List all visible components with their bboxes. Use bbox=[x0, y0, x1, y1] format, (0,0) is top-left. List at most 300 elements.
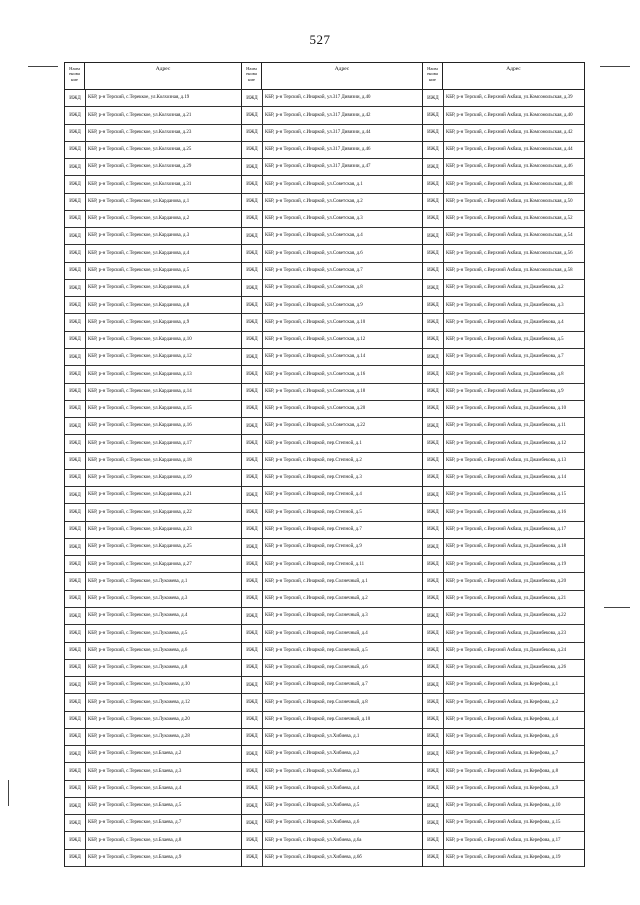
table-row bbox=[242, 729, 422, 746]
table-row bbox=[423, 832, 584, 849]
cell-type: ИЖД bbox=[423, 660, 444, 676]
cell-type: ИЖД bbox=[423, 142, 444, 158]
cell-type: ИЖД bbox=[423, 712, 444, 728]
cell-type: ИЖД bbox=[423, 332, 444, 348]
cell-address: КБР, р-н Терский, с.Терекское, ул.Карданова, д.3 bbox=[88, 233, 190, 239]
cell-address: КБР, р-н Терский, с.Верхний Акбаш, ул.Комсомольская, д.39 bbox=[445, 95, 573, 101]
table-row bbox=[65, 159, 241, 176]
cell-address: КБР, р-н Терский, с.Верхний Акбаш, ул.Джамбекова, д.23 bbox=[445, 630, 567, 636]
cell-type: ИЖД bbox=[242, 418, 263, 434]
table-row bbox=[242, 660, 422, 677]
table-row bbox=[242, 418, 422, 435]
cell-address: КБР, р-н Терский, с.Терекское, ул.Колхозная, д.25 bbox=[88, 147, 192, 153]
table-row bbox=[423, 677, 584, 694]
table-row bbox=[65, 763, 241, 780]
table-row bbox=[65, 504, 241, 521]
cell-address: КБР, р-н Терский, с.Верхний Акбаш, ул.Керефова, д.10 bbox=[445, 803, 561, 809]
cell-type: ИЖД bbox=[423, 504, 444, 520]
cell-type: ИЖД bbox=[423, 418, 444, 434]
cell-type: ИЖД bbox=[242, 781, 263, 797]
cell-address: КБР, р-н Терский, с.Терекское, ул.Лукожева, д.10 bbox=[88, 682, 190, 688]
cell-address: КБР, р-н Терский, с.Инаркой, пер.Солнечный, д.3 bbox=[264, 613, 368, 619]
table-row bbox=[65, 798, 241, 815]
cell-type: ИЖД bbox=[65, 522, 86, 538]
cell-address: КБР, р-н Терский, с.Терекское, ул.Лукожева, д.1 bbox=[88, 578, 188, 584]
cell-type: ИЖД bbox=[242, 314, 263, 330]
cell-type: ИЖД bbox=[242, 850, 263, 866]
table-row bbox=[65, 470, 241, 487]
table-header bbox=[423, 62, 584, 90]
cell-type: ИЖД bbox=[423, 643, 444, 659]
cell-address: КБР, р-н Терский, с.Верхний Акбаш, ул.Керефова, д.1 bbox=[445, 682, 559, 688]
cell-type: ИЖД bbox=[423, 608, 444, 624]
cell-type: ИЖД bbox=[65, 591, 86, 607]
cell-address: КБР, р-н Терский, с.Верхний Акбаш, ул.Комсомольская, д.40 bbox=[445, 112, 573, 118]
cell-type: ИЖД bbox=[423, 850, 444, 866]
scan-margin-mark bbox=[8, 780, 9, 806]
table-row bbox=[65, 125, 241, 142]
cell-type: ИЖД bbox=[65, 418, 86, 434]
cell-address: КБР, р-н Терский, с.Верхний Акбаш, ул.Джамбекова, д.13 bbox=[445, 457, 567, 463]
cell-address: КБР, р-н Терский, с.Терекское, ул.Карданова, д.6 bbox=[88, 285, 190, 291]
table-row bbox=[423, 211, 584, 228]
cell-type: ИЖД bbox=[242, 280, 263, 296]
table-row bbox=[242, 453, 422, 470]
cell-address: КБР, р-н Терский, с.Терекское, ул.Карданова, д.15 bbox=[88, 406, 192, 412]
cell-type: ИЖД bbox=[65, 677, 86, 693]
cell-address: КБР, р-н Терский, с.Верхний Акбаш, ул.Джамбекова, д.16 bbox=[445, 509, 567, 515]
cell-type: ИЖД bbox=[65, 366, 86, 382]
cell-type: ИЖД bbox=[423, 211, 444, 227]
cell-type: ИЖД bbox=[65, 712, 86, 728]
table-row bbox=[423, 453, 584, 470]
cell-type: ИЖД bbox=[242, 539, 263, 555]
table-row bbox=[65, 349, 241, 366]
table-row bbox=[423, 332, 584, 349]
cell-type: ИЖД bbox=[65, 211, 86, 227]
cell-address: КБР, р-н Терский, с.Инаркой, пер.Солнечный, д.8 bbox=[264, 699, 368, 705]
cell-address: КБР, р-н Терский, с.Терекское, ул.Карданова, д.2 bbox=[88, 216, 190, 222]
cell-address: КБР, р-н Терский, с.Инаркой, ул.Советская, д.20 bbox=[264, 406, 366, 412]
cell-address: КБР, р-н Терский, с.Верхний Акбаш, ул.Джамбекова, д.26 bbox=[445, 665, 567, 671]
table-row bbox=[65, 694, 241, 711]
cell-type: ИЖД bbox=[242, 125, 263, 141]
cell-address: КБР, р-н Терский, с.Верхний Акбаш, ул.Комсомольская, д.58 bbox=[445, 267, 573, 273]
cell-type: ИЖД bbox=[65, 798, 86, 814]
table-row bbox=[423, 798, 584, 815]
cell-address: КБР, р-н Терский, с.Терекское, ул.Карданова, д.4 bbox=[88, 250, 190, 256]
cell-type: ИЖД bbox=[242, 487, 263, 503]
cell-type: ИЖД bbox=[423, 245, 444, 261]
cell-type: ИЖД bbox=[65, 763, 86, 779]
table-row bbox=[423, 159, 584, 176]
table-row bbox=[242, 694, 422, 711]
table-row bbox=[65, 228, 241, 245]
cell-type: ИЖД bbox=[423, 228, 444, 244]
table-row bbox=[423, 142, 584, 159]
cell-type: ИЖД bbox=[242, 176, 263, 192]
cell-address: КБР, р-н Терский, с.Верхний Акбаш, ул.Джамбекова, д.5 bbox=[445, 337, 564, 343]
cell-type: ИЖД bbox=[65, 643, 86, 659]
table-row bbox=[65, 832, 241, 849]
table-row bbox=[242, 435, 422, 452]
cell-address: КБР, р-н Терский, с.Терекское, ул.Лукожева, д.8 bbox=[88, 665, 188, 671]
cell-address: КБР, р-н Терский, с.Инаркой, пер.Степной, д.3 bbox=[264, 475, 362, 481]
cell-type: ИЖД bbox=[65, 228, 86, 244]
cell-address: КБР, р-н Терский, с.Терекское, ул.Карданова, д.13 bbox=[88, 371, 192, 377]
cell-address: КБР, р-н Терский, с.Инаркой, пер.Солнечный, д.2 bbox=[264, 596, 368, 602]
table-row bbox=[423, 107, 584, 124]
cell-address: КБР, р-н Терский, с.Верхний Акбаш, ул.Джамбекова, д.11 bbox=[445, 423, 566, 429]
cell-address: КБР, р-н Терский, с.Верхний Акбаш, ул.Керефова, д.8 bbox=[445, 768, 559, 774]
table-row bbox=[423, 643, 584, 660]
table-column bbox=[242, 62, 423, 867]
cell-type: ИЖД bbox=[423, 194, 444, 210]
table-row bbox=[423, 556, 584, 573]
cell-address: КБР, р-н Терский, с.Инаркой, пер.Солнечный, д.6 bbox=[264, 665, 368, 671]
table-row bbox=[423, 263, 584, 280]
cell-address: КБР, р-н Терский, с.Верхний Акбаш, ул.Комсомольская, д.42 bbox=[445, 129, 573, 135]
cell-type: ИЖД bbox=[242, 384, 263, 400]
cell-type: ИЖД bbox=[423, 815, 444, 831]
table-row bbox=[423, 125, 584, 142]
cell-type: ИЖД bbox=[242, 211, 263, 227]
table-row bbox=[65, 90, 241, 107]
table-row bbox=[242, 712, 422, 729]
cell-address: КБР, р-н Терский, с.Верхний Акбаш, ул.Джамбекова, д.10 bbox=[445, 406, 567, 412]
cell-address: КБР, р-н Терский, с.Верхний Акбаш, ул.Джамбекова, д.14 bbox=[445, 475, 567, 481]
table-row bbox=[423, 90, 584, 107]
cell-address: КБР, р-н Терский, с.Верхний Акбаш, ул.Джамбекова, д.7 bbox=[445, 354, 564, 360]
cell-address: КБР, р-н Терский, с.Терекское, ул.Карданова, д.25 bbox=[88, 544, 192, 550]
table-row bbox=[65, 107, 241, 124]
cell-address: КБР, р-н Терский, с.Верхний Акбаш, ул.Комсомольская, д.52 bbox=[445, 216, 573, 222]
cell-address: КБР, р-н Терский, с.Терекское, ул.Блаева, д.3 bbox=[88, 768, 182, 774]
cell-address: КБР, р-н Терский, с.Инаркой, пер.Степной, д.9 bbox=[264, 544, 362, 550]
cell-type: ИЖД bbox=[242, 694, 263, 710]
table-row bbox=[423, 850, 584, 867]
table-header bbox=[242, 62, 422, 90]
cell-address: КБР, р-н Терский, с.Терекское, ул.Лукожева, д.12 bbox=[88, 699, 190, 705]
cell-address: КБР, р-н Терский, с.Терекское, ул.Лукожева, д.6 bbox=[88, 647, 188, 653]
cell-address: КБР, р-н Терский, с.Терекское, ул.Карданова, д.27 bbox=[88, 561, 192, 567]
table-body bbox=[242, 90, 422, 867]
cell-address: КБР, р-н Терский, с.Инаркой, ул.Хибиева, д.6 bbox=[264, 820, 360, 826]
cell-type: ИЖД bbox=[65, 539, 86, 555]
table-row bbox=[242, 332, 422, 349]
cell-type: ИЖД bbox=[423, 453, 444, 469]
table-row bbox=[242, 384, 422, 401]
cell-address: КБР, р-н Терский, с.Инаркой, ул.Советская, д.18 bbox=[264, 388, 366, 394]
cell-type: ИЖД bbox=[65, 815, 86, 831]
cell-type: ИЖД bbox=[423, 314, 444, 330]
cell-type: ИЖД bbox=[65, 142, 86, 158]
table-row bbox=[423, 470, 584, 487]
cell-address: КБР, р-н Терский, с.Терекское, ул.Карданова, д.9 bbox=[88, 319, 190, 325]
cell-address: КБР, р-н Терский, с.Верхний Акбаш, ул.Джамбекова, д.18 bbox=[445, 544, 567, 550]
table-row bbox=[65, 487, 241, 504]
cell-type: ИЖД bbox=[242, 142, 263, 158]
cell-type: ИЖД bbox=[242, 763, 263, 779]
cell-address: КБР, р-н Терский, с.Терекское, ул.Карданова, д.14 bbox=[88, 388, 192, 394]
table-row bbox=[242, 522, 422, 539]
cell-address: КБР, р-н Терский, с.Терекское, ул.Лукожева, д.4 bbox=[88, 613, 188, 619]
cell-type: ИЖД bbox=[65, 176, 86, 192]
cell-address: КБР, р-н Терский, с.Верхний Акбаш, ул.Керефова, д.7 bbox=[445, 751, 559, 757]
cell-address: КБР, р-н Терский, с.Терекское, ул.Карданова, д.16 bbox=[88, 423, 192, 429]
table-row bbox=[65, 539, 241, 556]
cell-type: ИЖД bbox=[242, 228, 263, 244]
cell-type: ИЖД bbox=[423, 159, 444, 175]
cell-type: ИЖД bbox=[65, 487, 86, 503]
cell-address: КБР, р-н Терский, с.Инаркой, пер.Степной, д.7 bbox=[264, 526, 362, 532]
cell-type: ИЖД bbox=[423, 832, 444, 848]
table-column bbox=[423, 62, 585, 867]
cell-type: ИЖД bbox=[65, 332, 86, 348]
table-row bbox=[423, 297, 584, 314]
table-row bbox=[242, 142, 422, 159]
cell-type: ИЖД bbox=[65, 556, 86, 572]
cell-address: КБР, р-н Терский, с.Инаркой, ул.Советская, д.12 bbox=[264, 337, 366, 343]
page-number: 527 bbox=[309, 32, 331, 47]
table-row bbox=[65, 712, 241, 729]
cell-type: ИЖД bbox=[423, 176, 444, 192]
cell-address: КБР, р-н Терский, с.Инаркой, ул.Советская, д.16 bbox=[264, 371, 366, 377]
table-row bbox=[65, 729, 241, 746]
table-row bbox=[65, 418, 241, 435]
table-row bbox=[242, 798, 422, 815]
table-row bbox=[242, 211, 422, 228]
cell-address: КБР, р-н Терский, с.Инаркой, ул.Советская, д.8 bbox=[264, 285, 363, 291]
table-row bbox=[242, 401, 422, 418]
cell-address: КБР, р-н Терский, с.Терекское, ул.Карданова, д.19 bbox=[88, 475, 192, 481]
cell-address: КБР, р-н Терский, с.Инаркой, ул.317 Дивизии, д.40 bbox=[264, 95, 371, 101]
table-row bbox=[65, 643, 241, 660]
cell-type: ИЖД bbox=[242, 245, 263, 261]
cell-address: КБР, р-н Терский, с.Верхний Акбаш, ул.Джамбекова, д.19 bbox=[445, 561, 567, 567]
table-row bbox=[242, 539, 422, 556]
cell-type: ИЖД bbox=[65, 107, 86, 123]
cell-type: ИЖД bbox=[242, 643, 263, 659]
table-row bbox=[65, 332, 241, 349]
cell-address: КБР, р-н Терский, с.Инаркой, ул.Хибиева, д.4 bbox=[264, 785, 360, 791]
table-row bbox=[242, 297, 422, 314]
cell-address: КБР, р-н Терский, с.Инаркой, ул.Советская, д.4 bbox=[264, 233, 363, 239]
cell-type: ИЖД bbox=[242, 366, 263, 382]
cell-address: КБР, р-н Терский, с.Инаркой, ул.Советская, д.14 bbox=[264, 354, 366, 360]
cell-type: ИЖД bbox=[242, 159, 263, 175]
table-row bbox=[65, 435, 241, 452]
cell-address: КБР, р-н Терский, с.Инаркой, пер.Степной, д.11 bbox=[264, 561, 365, 567]
table-row bbox=[423, 522, 584, 539]
cell-address: КБР, р-н Терский, с.Верхний Акбаш, ул.Комсомольская, д.54 bbox=[445, 233, 573, 239]
cell-address: КБР, р-н Терский, с.Терекское, ул.Карданова, д.21 bbox=[88, 492, 192, 498]
cell-address: КБР, р-н Терский, с.Верхний Акбаш, ул.Керефова, д.2 bbox=[445, 699, 559, 705]
cell-address: КБР, р-н Терский, с.Инаркой, пер.Солнечный, д.4 bbox=[264, 630, 368, 636]
cell-address: КБР, р-н Терский, с.Терекское, ул.Колхозная, д.23 bbox=[88, 129, 192, 135]
cell-address: КБР, р-н Терский, с.Верхний Акбаш, ул.Керефова, д.9 bbox=[445, 785, 559, 791]
table-row bbox=[423, 746, 584, 763]
table-row bbox=[242, 349, 422, 366]
cell-address: КБР, р-н Терский, с.Верхний Акбаш, ул.Джамбекова, д.21 bbox=[445, 596, 567, 602]
cell-type: ИЖД bbox=[423, 487, 444, 503]
cell-type: ИЖД bbox=[423, 366, 444, 382]
table-row bbox=[65, 608, 241, 625]
header-address: Адрес bbox=[155, 66, 171, 72]
cell-type: ИЖД bbox=[423, 349, 444, 365]
scan-margin-mark bbox=[600, 66, 630, 67]
table-row bbox=[242, 194, 422, 211]
cell-type: ИЖД bbox=[242, 591, 263, 607]
cell-type: ИЖД bbox=[242, 573, 263, 589]
cell-address: КБР, р-н Терский, с.Терекское, ул.Карданова, д.1 bbox=[88, 198, 190, 204]
cell-type: ИЖД bbox=[242, 194, 263, 210]
cell-address: КБР, р-н Терский, с.Инаркой, ул.Хибиева, д.2 bbox=[264, 751, 360, 757]
table-row bbox=[242, 556, 422, 573]
cell-address: КБР, р-н Терский, с.Терекское, ул.Карданова, д.5 bbox=[88, 267, 190, 273]
cell-type: ИЖД bbox=[65, 280, 86, 296]
cell-type: ИЖД bbox=[242, 798, 263, 814]
address-table bbox=[64, 62, 585, 867]
cell-type: ИЖД bbox=[242, 677, 263, 693]
cell-type: ИЖД bbox=[242, 349, 263, 365]
cell-type: ИЖД bbox=[423, 470, 444, 486]
cell-type: ИЖД bbox=[65, 625, 86, 641]
table-row bbox=[65, 211, 241, 228]
cell-address: КБР, р-н Терский, с.Терекское, ул.Блаева, д.5 bbox=[88, 803, 182, 809]
table-row bbox=[423, 280, 584, 297]
table-row bbox=[65, 850, 241, 867]
cell-type: ИЖД bbox=[65, 729, 86, 745]
table-row bbox=[65, 245, 241, 262]
cell-type: ИЖД bbox=[65, 245, 86, 261]
table-row bbox=[423, 625, 584, 642]
cell-type: ИЖД bbox=[65, 159, 86, 175]
cell-type: ИЖД bbox=[65, 608, 86, 624]
table-row bbox=[242, 107, 422, 124]
cell-type: ИЖД bbox=[65, 781, 86, 797]
cell-type: ИЖД bbox=[242, 401, 263, 417]
table-row bbox=[242, 487, 422, 504]
table-row bbox=[242, 591, 422, 608]
cell-address: КБР, р-н Терский, с.Инаркой, ул.Советская, д.1 bbox=[264, 181, 363, 187]
table-row bbox=[242, 159, 422, 176]
cell-type: ИЖД bbox=[65, 470, 86, 486]
cell-address: КБР, р-н Терский, с.Инаркой, ул.Советская, д.22 bbox=[264, 423, 366, 429]
cell-type: ИЖД bbox=[242, 746, 263, 762]
cell-address: КБР, р-н Терский, с.Инаркой, ул.Советская, д.3 bbox=[264, 216, 363, 222]
cell-type: ИЖД bbox=[65, 746, 86, 762]
table-row bbox=[423, 366, 584, 383]
table-row bbox=[65, 556, 241, 573]
cell-address: КБР, р-н Терский, с.Верхний Акбаш, ул.Комсомольская, д.44 bbox=[445, 147, 573, 153]
cell-type: ИЖД bbox=[423, 677, 444, 693]
cell-type: ИЖД bbox=[65, 194, 86, 210]
table-row bbox=[242, 573, 422, 590]
cell-address: КБР, р-н Терский, с.Терекское, ул.Блаева, д.7 bbox=[88, 820, 182, 826]
cell-type: ИЖД bbox=[65, 504, 86, 520]
cell-address: КБР, р-н Терский, с.Терекское, ул.Лукожева, д.28 bbox=[88, 734, 190, 740]
cell-type: ИЖД bbox=[65, 90, 86, 106]
table-row bbox=[423, 245, 584, 262]
cell-address: КБР, р-н Терский, с.Терекское, ул.Лукожева, д.5 bbox=[88, 630, 188, 636]
table-row bbox=[242, 763, 422, 780]
table-row bbox=[65, 625, 241, 642]
table-row bbox=[423, 781, 584, 798]
cell-type: ИЖД bbox=[423, 729, 444, 745]
cell-type: ИЖД bbox=[242, 815, 263, 831]
cell-type: ИЖД bbox=[65, 573, 86, 589]
header-type: Наим енова ние bbox=[242, 63, 262, 89]
cell-type: ИЖД bbox=[242, 556, 263, 572]
cell-type: ИЖД bbox=[423, 763, 444, 779]
cell-address: КБР, р-н Терский, с.Верхний Акбаш, ул.Джамбекова, д.2 bbox=[445, 285, 564, 291]
cell-type: ИЖД bbox=[65, 297, 86, 313]
cell-address: КБР, р-н Терский, с.Инаркой, пер.Степной, д.1 bbox=[264, 440, 362, 446]
cell-address: КБР, р-н Терский, с.Терекское, ул.Колхозная, д.31 bbox=[88, 181, 192, 187]
table-row bbox=[65, 573, 241, 590]
cell-address: КБР, р-н Терский, с.Верхний Акбаш, ул.Керефова, д.15 bbox=[445, 820, 561, 826]
cell-address: КБР, р-н Терский, с.Терекское, ул.Колхозная, д.29 bbox=[88, 164, 192, 170]
table-row bbox=[242, 832, 422, 849]
table-row bbox=[242, 781, 422, 798]
cell-type: ИЖД bbox=[242, 522, 263, 538]
cell-address: КБР, р-н Терский, с.Инаркой, ул.317 Дивизии, д.47 bbox=[264, 164, 371, 170]
cell-address: КБР, р-н Терский, с.Верхний Акбаш, ул.Джамбекова, д.8 bbox=[445, 371, 564, 377]
cell-address: КБР, р-н Терский, с.Верхний Акбаш, ул.Джамбекова, д.22 bbox=[445, 613, 567, 619]
cell-type: ИЖД bbox=[423, 746, 444, 762]
table-row bbox=[242, 366, 422, 383]
header-type: Наим енова ние bbox=[423, 63, 443, 89]
table-row bbox=[423, 694, 584, 711]
cell-address: КБР, р-н Терский, с.Терекское, ул.Карданова, д.22 bbox=[88, 509, 192, 515]
cell-address: КБР, р-н Терский, с.Верхний Акбаш, ул.Керефова, д.4 bbox=[445, 716, 559, 722]
cell-type: ИЖД bbox=[65, 435, 86, 451]
cell-type: ИЖД bbox=[242, 90, 263, 106]
table-row bbox=[423, 729, 584, 746]
cell-type: ИЖД bbox=[423, 125, 444, 141]
cell-address: КБР, р-н Терский, с.Инаркой, пер.Солнечный, д.10 bbox=[264, 716, 371, 722]
table-row bbox=[423, 176, 584, 193]
table-column bbox=[65, 62, 242, 867]
table-row bbox=[423, 660, 584, 677]
table-row bbox=[65, 453, 241, 470]
table-row bbox=[242, 815, 422, 832]
cell-type: ИЖД bbox=[242, 625, 263, 641]
cell-address: КБР, р-н Терский, с.Верхний Акбаш, ул.Джамбекова, д.15 bbox=[445, 492, 567, 498]
cell-type: ИЖД bbox=[65, 832, 86, 848]
cell-type: ИЖД bbox=[242, 332, 263, 348]
cell-type: ИЖД bbox=[423, 591, 444, 607]
cell-address: КБР, р-н Терский, с.Инаркой, пер.Солнечный, д.5 bbox=[264, 647, 368, 653]
cell-address: КБР, р-н Терский, с.Инаркой, ул.317 Дивизии, д.42 bbox=[264, 112, 371, 118]
table-row bbox=[242, 245, 422, 262]
table-row bbox=[65, 314, 241, 331]
cell-address: КБР, р-н Терский, с.Инаркой, пер.Солнечный, д.1 bbox=[264, 578, 368, 584]
cell-address: КБР, р-н Терский, с.Инаркой, ул.Советская, д.2 bbox=[264, 198, 363, 204]
cell-address: КБР, р-н Терский, с.Верхний Акбаш, ул.Джамбекова, д.4 bbox=[445, 319, 564, 325]
cell-type: ИЖД bbox=[242, 712, 263, 728]
table-row bbox=[65, 660, 241, 677]
table-row bbox=[65, 263, 241, 280]
cell-type: ИЖД bbox=[423, 401, 444, 417]
cell-type: ИЖД bbox=[423, 556, 444, 572]
cell-address: КБР, р-н Терский, с.Терекское, ул.Карданова, д.18 bbox=[88, 457, 192, 463]
header-address: Адрес bbox=[334, 66, 350, 72]
cell-address: КБР, р-н Терский, с.Инаркой, пер.Степной, д.4 bbox=[264, 492, 362, 498]
cell-address: КБР, р-н Терский, с.Инаркой, пер.Солнечный, д.7 bbox=[264, 682, 368, 688]
cell-type: ИЖД bbox=[65, 125, 86, 141]
